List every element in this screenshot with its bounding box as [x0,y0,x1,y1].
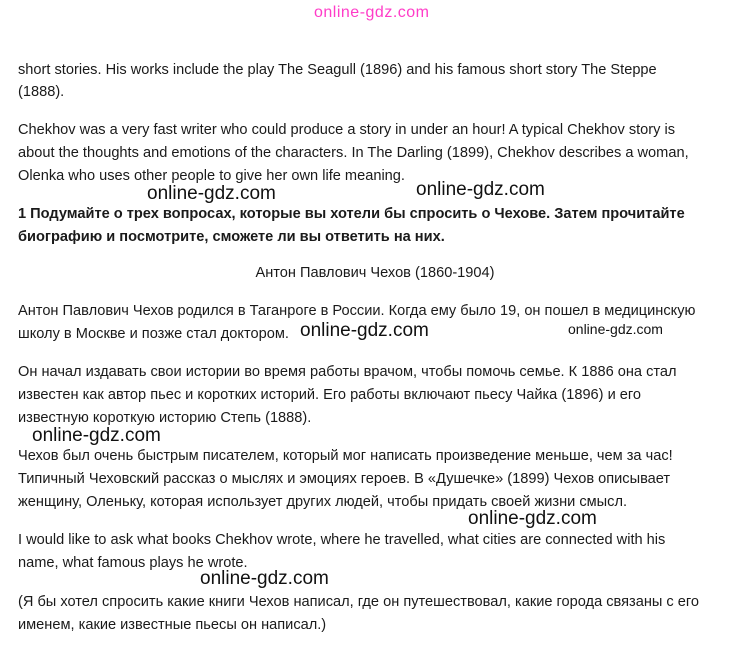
text-line: Olenka who uses other people to give her own life meaning. [18,168,405,184]
text-line: (1888). [18,84,65,100]
text-line: Чехов был очень быстрым писателем, который мог написать произведение меньше, чем за час! [18,448,673,464]
watermark: online-gdz.com [200,568,329,589]
text-line: Chekhov was a very fast writer who could produce a story in under an hour! A typical Chekhov story is [18,122,676,138]
watermark: online-gdz.com [300,320,429,341]
watermark: online-gdz.com [468,508,597,529]
text-line: школу в Москве и позже стал доктором. [18,326,289,342]
text-line: about the thoughts and emotions of the characters. In The Darling (1899), Chekhov describes a woman, [18,145,689,161]
text-line: (Я бы хотел спросить какие книги Чехов написал, где он путешествовал, какие города связаны с его [18,594,700,610]
task-line: биографию и посмотрите, сможете ли вы ответить на них. [18,229,445,245]
text-line: Он начал издавать свои истории во время работы врачом, чтобы помочь семье. К 1886 она стал [18,364,677,380]
task-line: 1 Подумайте о трех вопросах, которые вы хотели бы спросить о Чехове. Затем прочитайте [18,206,685,222]
watermark: online-gdz.com [568,321,663,337]
text-line: женщину, Оленьку, которая использует других людей, чтобы придать своей жизни смысл. [18,494,628,510]
watermark-top: online-gdz.com [314,4,430,21]
text-line: известную короткую историю Степь (1888). [18,410,312,426]
text-line: известен как автор пьес и коротких историй. Его работы включают пьесу Чайка (1896) и его [18,387,642,403]
text-line: Антон Павлович Чехов родился в Таганроге в России. Когда ему было 19, он пошел в медицинскую [18,303,696,319]
text-line: I would like to ask what books Chekhov wrote, where he travelled, what cities are connected with his [18,532,666,548]
watermark: online-gdz.com [147,183,276,204]
text-line: name, what famous plays he wrote. [18,555,248,571]
watermark: online-gdz.com [32,425,161,446]
text-line: Типичный Чеховский рассказ о мыслях и эмоциях героев. В «Душечке» (1899) Чехов описывает [18,471,671,487]
watermark: online-gdz.com [416,179,545,200]
biography-title: Антон Павлович Чехов (1860-1904) [255,265,495,281]
text-line: именем, какие известные пьесы он написал.) [18,617,327,633]
text-line: short stories. His works include the play The Seagull (1896) and his famous short story The Steppe [18,62,657,78]
